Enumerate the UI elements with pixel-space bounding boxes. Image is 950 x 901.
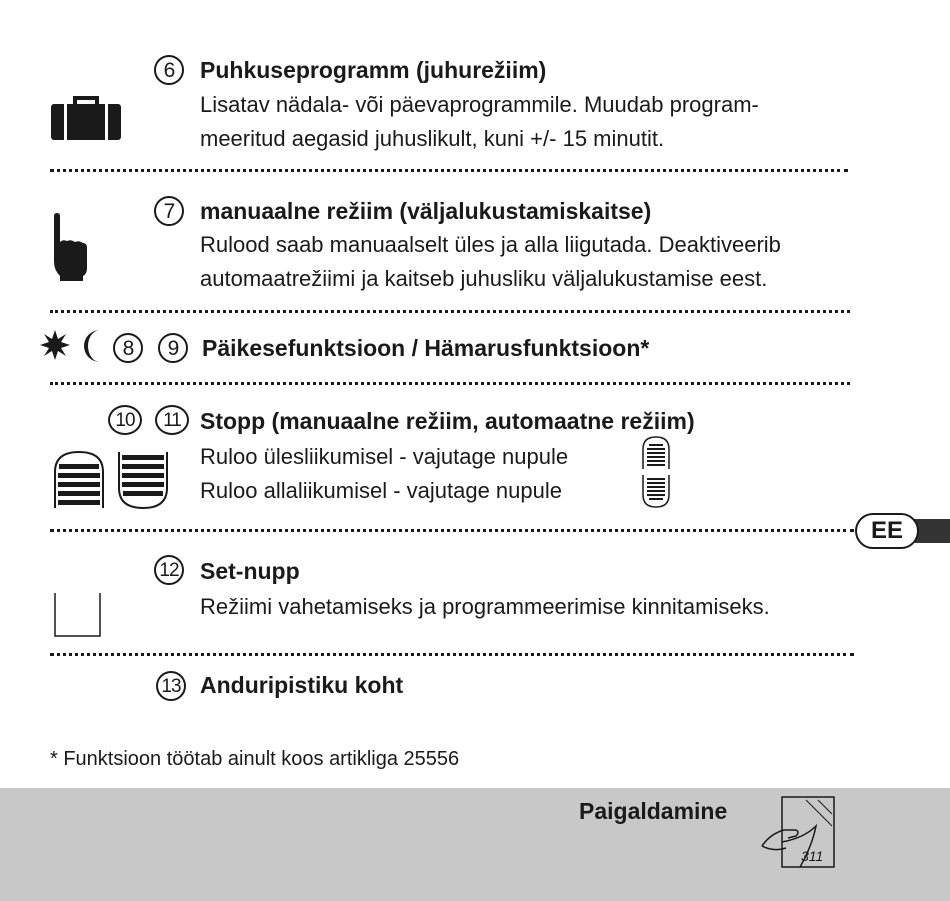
section-title-stop: Stopp (manuaalne režiim, automaatne režiim): [200, 408, 695, 434]
divider: [50, 382, 850, 385]
section-text-holiday-2: meeritud aegasid juhuslikult, kuni +/- 15 minutit.: [200, 126, 665, 151]
language-tab: [855, 513, 919, 549]
section-title-sun-dusk: Päikesefunktsioon / Hämarusfunktsioon*: [202, 335, 650, 361]
page-number: 311: [801, 848, 824, 864]
suitcase-icon: [50, 95, 122, 146]
section-number-6: 6: [154, 55, 184, 85]
footnote: * Funktsioon töötab ainult koos artikliga 25556: [50, 748, 460, 770]
section-number-10: 10: [108, 405, 142, 435]
blind-up-icon: [642, 436, 670, 475]
section-title-set: Set-nupp: [200, 558, 300, 584]
section-text-stop-1: Ruloo ülesliikumisel - vajutage nupule: [200, 444, 569, 469]
section-text-stop-2: Ruloo allaliikumisel - vajutage nupule: [200, 478, 562, 503]
pointing-hand-icon: [50, 212, 90, 287]
section-text-manual-1: Rulood saab manuaalselt üles ja alla liigutada. Deaktiveerib: [200, 232, 781, 257]
section-number-7: 7: [154, 196, 184, 226]
section-title-holiday: Puhkuseprogramm (juhurežiim): [200, 57, 547, 83]
divider: [50, 169, 848, 172]
section-number-13: 13: [156, 671, 186, 701]
page-corner-icon: [760, 796, 838, 875]
section-text-manual-2: automaatrežiimi ja kaitseb juhusliku väljalukustamise eest.: [200, 266, 768, 291]
section-number-12: 12: [154, 555, 184, 585]
divider: [50, 529, 854, 532]
blind-down-icon: [118, 450, 168, 515]
section-text-set: Režiimi vahetamiseks ja programmeerimise kinnitamiseks.: [200, 594, 770, 619]
moon-icon: [80, 329, 104, 368]
section-number-8: 8: [113, 333, 143, 363]
section-number-9: 9: [158, 333, 188, 363]
blind-up-icon: [54, 450, 104, 515]
section-text-holiday-1: Lisatav nädala- või päevaprogrammile. Muudab program-: [200, 92, 759, 117]
section-number-11: 11: [155, 405, 189, 435]
language-tab-label: EE: [870, 517, 903, 544]
footer-section-title: Paigaldamine: [579, 798, 728, 824]
set-button-icon: [54, 593, 102, 642]
sun-icon: [40, 330, 70, 365]
blind-down-icon: [642, 474, 670, 513]
divider: [50, 310, 850, 313]
divider: [50, 653, 854, 656]
section-title-sensor: Anduripistiku koht: [200, 672, 404, 698]
section-title-manual: manuaalne režiim (väljalukustamiskaitse): [200, 198, 652, 224]
